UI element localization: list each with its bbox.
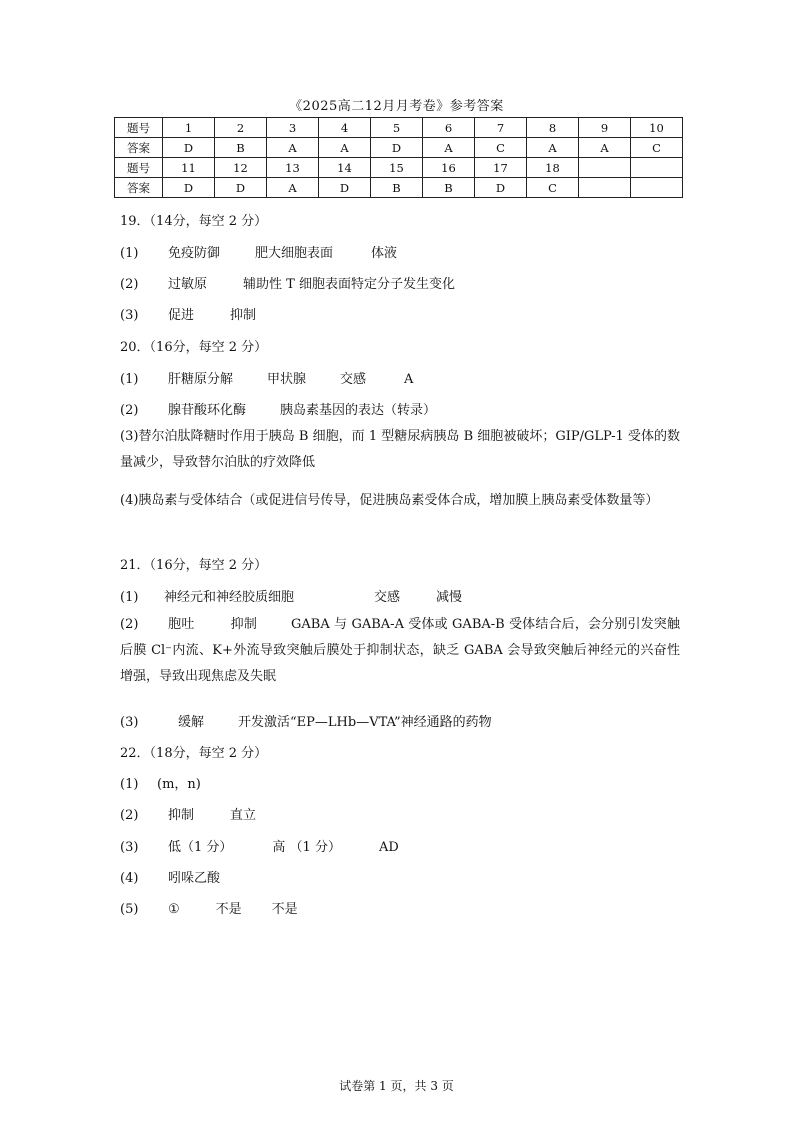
answer-table-cell: A [267, 138, 319, 158]
answer-table-cell [579, 158, 631, 178]
q21-line-1 [120, 586, 462, 605]
document-title: 《2025高二12月月考卷》参考答案 [289, 99, 504, 114]
q20-1-num: (1) [120, 372, 139, 387]
answer-table-cell: B [423, 178, 475, 198]
answer-table-cell: C [631, 138, 683, 158]
answer-table-cell: 10 [631, 118, 683, 138]
answer-table-cell: D [215, 178, 267, 198]
answer-table-row-label: 答案 [115, 178, 163, 198]
q22-3-c: AD [378, 840, 399, 855]
q19-3-b: 抑制 [230, 308, 257, 323]
answer-table-cell: 9 [579, 118, 631, 138]
q21-3-num: (3) [120, 715, 139, 730]
answer-table-cell: D [163, 178, 215, 198]
answer-table-cell: 6 [423, 118, 475, 138]
q21-1-b: 交感 [374, 590, 401, 605]
answer-table-cell: B [371, 178, 423, 198]
answer-table-cell: 4 [319, 118, 371, 138]
q21-2-b: 抑制 [230, 617, 257, 632]
q22-line-4 [120, 867, 220, 886]
q21-para-2 [120, 612, 680, 690]
answer-table-row-label: 答案 [115, 138, 163, 158]
q19-1-c: 体液 [371, 246, 398, 261]
q20-2-a: 腺苷酸环化酶 [168, 403, 247, 418]
answer-table-cell: 18 [527, 158, 579, 178]
q19-3-num: (3) [120, 308, 139, 323]
q20-1-b: 甲状腺 [267, 372, 307, 387]
q22-line-2 [120, 804, 256, 823]
q21-1-num: (1) [120, 590, 139, 605]
answer-table-cell: D [319, 178, 371, 198]
q21-1-c: 减慢 [436, 590, 463, 605]
q21-line-3 [120, 711, 492, 730]
answer-table-cell [631, 158, 683, 178]
q22-2-b: 直立 [230, 808, 257, 823]
answer-table-row-label: 题号 [115, 118, 163, 138]
answer-table-cell: 5 [371, 118, 423, 138]
q22-3-num: (3) [120, 840, 139, 855]
q19-line-1 [120, 242, 397, 261]
answer-table-cell [631, 178, 683, 198]
q20-1-d: A [404, 372, 414, 387]
answer-table-cell: C [475, 138, 527, 158]
q19-2-b: 辅助性 T 细胞表面特定分子发生变化 [243, 277, 455, 292]
q21-2-num: (2) [120, 617, 139, 632]
q20-header: 20．（16分，每空 2 分） [120, 340, 268, 355]
q21-3-a: 缓解 [178, 715, 205, 730]
q22-5-a: ① [168, 902, 180, 917]
answer-table-row [115, 138, 683, 158]
answer-table-cell: D [371, 138, 423, 158]
q21-3-b: 开发激活“EP—LHb—VTA”神经通路的药物 [238, 715, 492, 730]
q20-1-c: 交感 [340, 372, 367, 387]
answer-table-row [115, 178, 683, 198]
answer-table-cell: B [215, 138, 267, 158]
answer-table-cell: 11 [163, 158, 215, 178]
q22-4-a: 吲哚乙酸 [168, 871, 221, 886]
answer-table-cell: 7 [475, 118, 527, 138]
q19-2-num: (2) [120, 277, 139, 292]
answer-table-cell: A [319, 138, 371, 158]
answer-table-cell: 3 [267, 118, 319, 138]
answer-table-cell: 13 [267, 158, 319, 178]
q22-3-a: 低（1 分） [168, 840, 233, 855]
q19-header: 19．（14分，每空 2 分） [120, 214, 268, 229]
answer-table-cell: 8 [527, 118, 579, 138]
q20-para-3: (3)替尔泊肽降糖时作用于胰岛 B 细胞，而 1 型糖尿病胰岛 B 细胞被破坏；GIP/GLP-1 受体的数量减少，导致替尔泊肽的疗效降低 [120, 429, 680, 470]
answer-table-cell [579, 178, 631, 198]
answer-table-row [115, 118, 683, 138]
q19-line-3 [120, 304, 256, 323]
answer-table-row-label: 题号 [115, 158, 163, 178]
answer-table-cell: 15 [371, 158, 423, 178]
q22-1-a: (m，n) [157, 777, 201, 792]
q22-line-1 [120, 773, 201, 792]
q22-4-num: (4) [120, 871, 139, 886]
q19-1-num: (1) [120, 246, 139, 261]
q22-line-3 [120, 836, 399, 855]
q21-2-c: GABA 与 GABA-A 受体或 GABA-B 受体结合后，会分别引发突触后膜 Cl⁻内流、K+外流导致突触后膜处于抑制状态，缺乏 GABA 会导致突触后神经元的兴奋性增强，导致出现焦虑及失眠 [120, 617, 680, 684]
answer-table [114, 117, 683, 198]
q22-5-b: 不是 [215, 902, 242, 917]
answer-table-cell: A [579, 138, 631, 158]
answer-table-cell: 1 [163, 118, 215, 138]
q19-1-a: 免疫防御 [168, 246, 221, 261]
q20-para-4: (4)胰岛素与受体结合（或促进信号传导，促进胰岛素受体合成，增加膜上胰岛素受体数量等） [120, 493, 659, 508]
answer-table-cell: 17 [475, 158, 527, 178]
q20-1-a: 肝糖原分解 [168, 372, 234, 387]
q22-5-num: (5) [120, 902, 139, 917]
q22-2-num: (2) [120, 808, 139, 823]
q19-2-a: 过敏原 [168, 277, 208, 292]
q22-header: 22．（18分，每空 2 分） [120, 746, 268, 761]
q22-5-c: 不是 [271, 902, 298, 917]
answer-table-cell: 2 [215, 118, 267, 138]
q19-1-b: 肥大细胞表面 [255, 246, 334, 261]
answer-table-cell: 12 [215, 158, 267, 178]
q21-header: 21．（16分，每空 2 分） [120, 558, 268, 573]
q21-2-a: 胞吐 [168, 617, 195, 632]
answer-table-cell: A [527, 138, 579, 158]
answer-table-cell: 14 [319, 158, 371, 178]
q21-1-a: 神经元和神经胶质细胞 [164, 590, 295, 605]
answer-table-cell: A [423, 138, 475, 158]
q19-line-2 [120, 273, 455, 292]
q22-line-5 [120, 898, 298, 917]
q20-line-2 [120, 399, 436, 418]
answer-table-cell: C [527, 178, 579, 198]
q22-1-num: (1) [120, 777, 139, 792]
answer-table-cell: D [163, 138, 215, 158]
answer-table-cell: A [267, 178, 319, 198]
q22-2-a: 抑制 [168, 808, 195, 823]
q19-3-a: 促进 [168, 308, 195, 323]
q20-2-num: (2) [120, 403, 139, 418]
q22-3-b: 高 （1 分） [272, 840, 341, 855]
q20-2-b: 胰岛素基因的表达（转录） [280, 403, 437, 418]
answer-table-row [115, 158, 683, 178]
q20-line-1 [120, 368, 413, 387]
answer-table-cell: D [475, 178, 527, 198]
answer-table-cell: 16 [423, 158, 475, 178]
page-footer: 试卷第 1 页，共 3 页 [339, 1079, 454, 1093]
